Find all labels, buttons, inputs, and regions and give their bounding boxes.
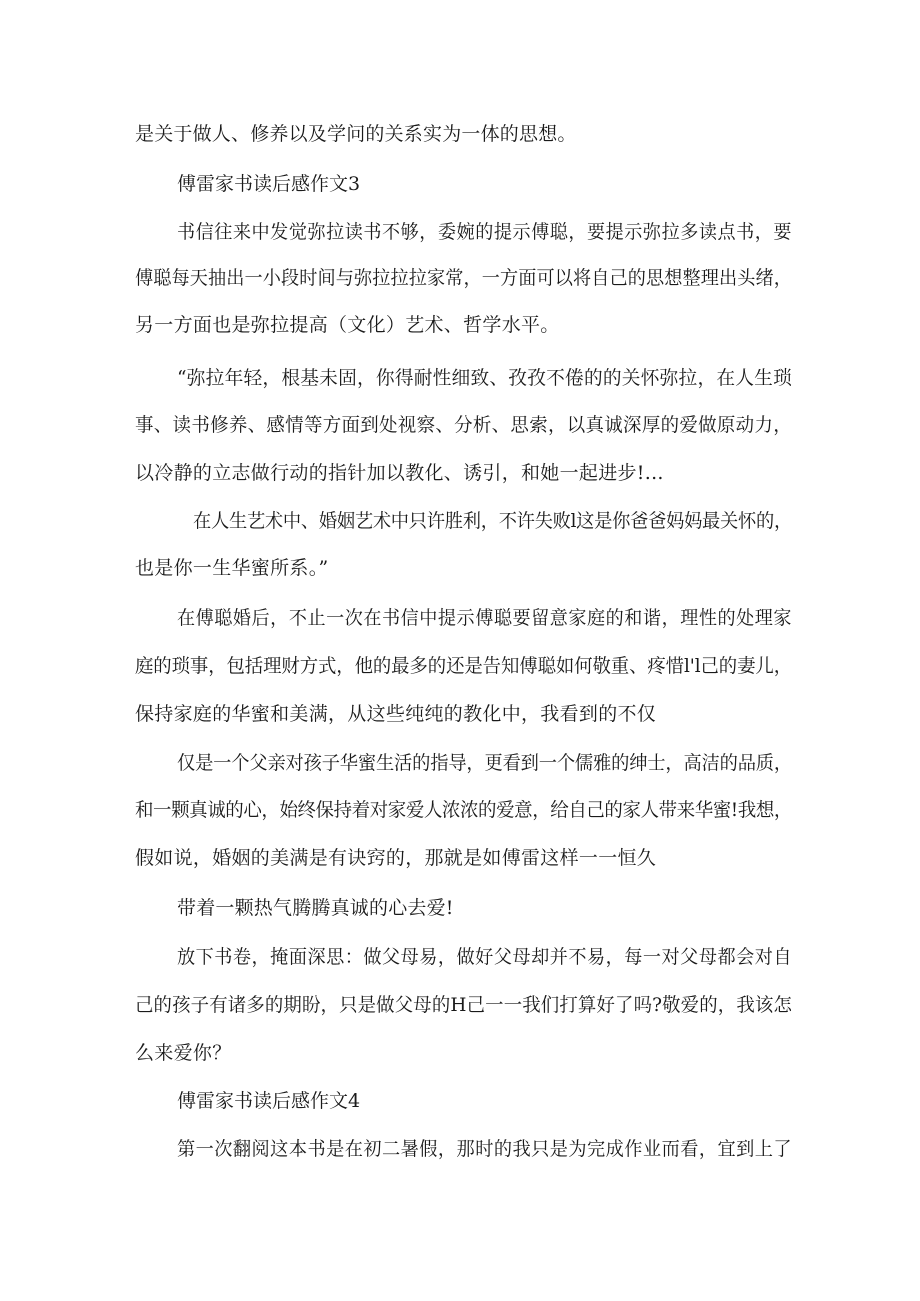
paragraph-line: 庭的琐事，包括理财方式，他的最多的还是告知傅聪如何敬重、疼惜l'l己的妻儿，: [135, 655, 793, 677]
paragraph-line: 另一方面也是弥拉提高（文化）艺术、哲学水平。: [135, 314, 560, 336]
paragraph-line: 放下书卷，掩面深思：做父母易，做好父母却并不易，每一对父母都会对自: [177, 946, 793, 968]
paragraph-line: 书信往来中发觉弥拉读书不够，委婉的提示傅聪，要提示弥拉多读点书，要: [177, 221, 793, 243]
paragraph-line: 么来爱你？: [135, 1042, 232, 1064]
quote-line: “弥拉年轻，根基未固，你得耐性细致、孜孜不倦的的关怀弥拉，在人生琐: [177, 367, 793, 389]
paragraph-line: 保持家庭的华蜜和美满，从这些纯纯的教化中，我看到的不仅: [135, 703, 657, 725]
paragraph-line: 仅是一个父亲对孩子华蜜生活的指导，更看到一个儒雅的绅士，高洁的品质，: [177, 752, 792, 774]
quote-line: 以冷静的立志做行动的指针加以教化、诱引，和她一起进步!...: [135, 462, 664, 484]
quote-line: 也是你一生华蜜所系。”: [135, 557, 329, 579]
section-heading: 傅雷家书读后感作文3: [177, 173, 361, 195]
paragraph-line: 和一颗真诚的心，始终保持着对家爱人浓浓的爱意，给自己的家人带来华蜜!我想，: [135, 799, 792, 821]
section-heading: 傅雷家书读后感作文4: [177, 1090, 361, 1112]
paragraph-line: 带着一颗热气腾腾真诚的心去爱!: [177, 897, 454, 919]
quote-line: 在人生艺术中、婚姻艺术中只许胜利，不许失败l这是你爸爸妈妈最关怀的，: [193, 510, 792, 532]
quote-line: 事、读书修养、感情等方面到处视察、分析、思索，以真诚深厚的爱做原动力，: [135, 414, 793, 436]
paragraph-line: 假如说，婚姻的美满是有诀窍的，那就是如傅雷这样一一恒久: [135, 847, 657, 869]
paragraph-line: 傅聪每天抽出一小段时间与弥拉拉拉家常，一方面可以将自己的思想整理出头绪，: [135, 267, 793, 289]
paragraph-line: 是关于做人、修养以及学问的关系实为一体的思想。: [135, 123, 577, 145]
paragraph-line: 在傅聪婚后，不止一次在书信中提示傅聪要留意家庭的和谐，理性的处理家: [177, 607, 793, 629]
paragraph-line: 己的孩子有诸多的期盼，只是做父母的H己一一我们打算好了吗?敬爱的，我该怎: [135, 994, 793, 1016]
paragraph-line: 第一次翻阅这本书是在初二暑假，那时的我只是为完成作业而看，宜到上了: [177, 1138, 793, 1160]
